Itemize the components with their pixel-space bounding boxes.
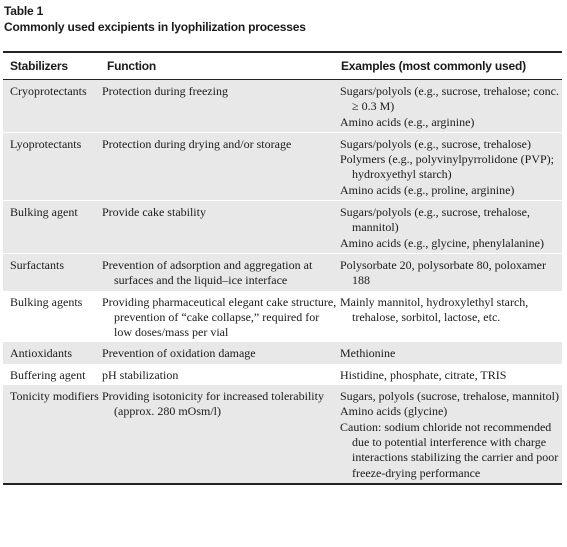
example-line: Sugars/polyols (e.g., sucrose, trehalose) bbox=[340, 136, 531, 151]
cell-examples bbox=[338, 342, 562, 363]
cell-examples bbox=[338, 291, 562, 343]
example-line: Amino acids (e.g., arginine) bbox=[340, 114, 475, 129]
table-row bbox=[3, 385, 562, 484]
table-caption bbox=[4, 3, 306, 35]
function-text: Prevention of adsorption and aggregation at surfaces and the liquid–ice interface bbox=[102, 257, 313, 288]
cell-stabilizer: Cryoprotectants bbox=[3, 80, 100, 133]
cell-examples bbox=[338, 201, 562, 254]
table-label: Table 1 bbox=[4, 4, 44, 18]
example-line: Sugars, polyols (sucrose, trehalose, mannitol) bbox=[340, 389, 559, 404]
cell-examples bbox=[338, 80, 562, 133]
stabilizer-text: Tonicity modifiers bbox=[10, 389, 99, 404]
cell-function bbox=[100, 253, 338, 290]
function-text: Provide cake stability bbox=[102, 205, 206, 220]
cell-stabilizer: Antioxidants bbox=[3, 342, 100, 363]
cell-function bbox=[100, 80, 338, 133]
table-row bbox=[3, 201, 562, 254]
header-row bbox=[3, 52, 562, 80]
example-line: Sugars/polyols (e.g., sucrose, trehalose, mannitol) bbox=[340, 205, 530, 235]
example-line: Sugars/polyols (e.g., sucrose, trehalose; conc. ≥ 0.3 M) bbox=[340, 84, 559, 114]
table-row bbox=[3, 253, 562, 290]
cell-stabilizer: Bulking agents bbox=[10, 294, 83, 309]
example-line: Histidine, phosphate, citrate, TRIS bbox=[340, 367, 507, 382]
table-row bbox=[3, 132, 562, 200]
cell-function bbox=[100, 201, 338, 254]
cell-function bbox=[100, 342, 338, 363]
cell-function bbox=[100, 385, 338, 484]
example-line: Polysorbate 20, polysorbate 80, poloxamer 188 bbox=[340, 257, 546, 288]
function-text: Protection during drying and/or storage bbox=[102, 136, 292, 151]
cell-stabilizer: Buffering agent bbox=[10, 367, 86, 382]
cell-stabilizer: Bulking agent bbox=[3, 201, 100, 254]
table-row bbox=[3, 80, 562, 133]
table-title: Commonly used excipients in lyophilization processes bbox=[4, 20, 306, 34]
cell-function bbox=[100, 291, 338, 343]
example-line: Amino acids (e.g., glycine, phenylalanine) bbox=[340, 235, 544, 250]
header-function: Function bbox=[100, 52, 338, 80]
function-text: Protection during freezing bbox=[102, 84, 228, 98]
example-line: Mainly mannitol, hydroxylethyl starch, trehalose, sorbitol, lactose, etc. bbox=[340, 294, 529, 324]
cell-stabilizer bbox=[3, 385, 100, 484]
excipients-table bbox=[3, 51, 562, 485]
function-text: Prevention of oxidation damage bbox=[102, 346, 256, 361]
example-line: Amino acids (e.g., proline, arginine) bbox=[340, 182, 515, 197]
example-line: Polymers (e.g., polyvinylpyrrolidone (PVP); hydroxyethyl starch) bbox=[340, 152, 554, 182]
example-line: Caution: sodium chloride not recommended due to potential interference with charge interactions stabilizing the carrier and poor freeze-drying performance bbox=[340, 419, 559, 480]
function-text: pH stabilization bbox=[102, 367, 179, 382]
table-row bbox=[3, 364, 562, 385]
function-text: Providing isotonicity for increased tolerability (approx. 280 mOsm/l) bbox=[102, 389, 324, 419]
cell-examples bbox=[338, 253, 562, 290]
cell-stabilizer: Lyoprotectants bbox=[3, 132, 100, 200]
function-text: Providing pharmaceutical elegant cake structure, prevention of “cake collapse,” required for low doses/mass per vial bbox=[102, 294, 337, 340]
cell-examples bbox=[338, 132, 562, 200]
table-row bbox=[3, 342, 562, 363]
cell-examples bbox=[338, 385, 562, 484]
example-line: Methionine bbox=[340, 346, 396, 361]
header-stabilizers: Stabilizers bbox=[3, 52, 100, 80]
header-examples: Examples (most commonly used) bbox=[338, 52, 562, 80]
table-row bbox=[3, 291, 562, 343]
cell-examples bbox=[338, 364, 562, 385]
example-line: Amino acids (glycine) bbox=[340, 404, 448, 419]
cell-stabilizer: Surfactants bbox=[3, 253, 100, 290]
cell-function bbox=[100, 364, 338, 385]
cell-function bbox=[100, 132, 338, 200]
